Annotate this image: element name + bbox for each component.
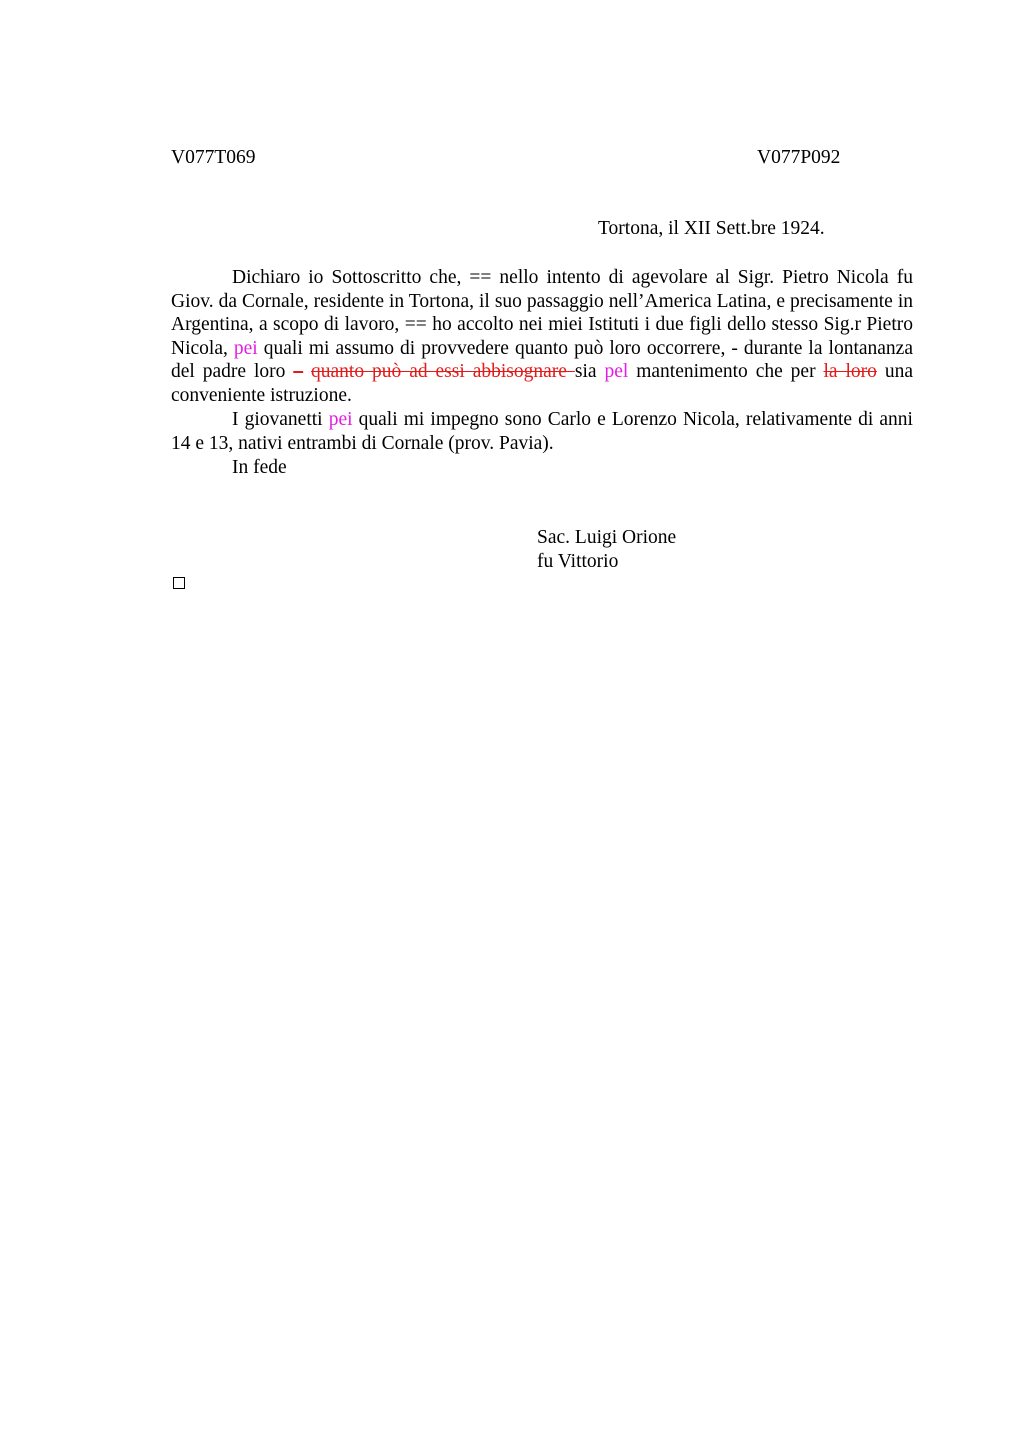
deleted-text: quanto può ad essi abbisognare xyxy=(311,361,575,383)
document-code-left: V077T069 xyxy=(171,147,256,168)
insertion-text: pel xyxy=(604,361,629,383)
signature-name: Sac. Luigi Orione xyxy=(537,527,677,548)
paragraph-declaration xyxy=(171,266,913,408)
square-outline-icon xyxy=(173,577,185,589)
paragraph-children xyxy=(171,408,913,455)
document-code-right: V077P092 xyxy=(757,147,841,168)
text-segment xyxy=(303,361,311,382)
deleted-dash: – xyxy=(293,361,304,383)
signature-father: fu Vittorio xyxy=(537,551,619,572)
text-segment: Dichiaro io Sottoscritto che, == nello intento di agevolare al Sigr. Pietro Nicola fu Giov. da Cornale, residente in Tortona, il suo passaggio nell’America Latina, e precisamente in Argentina, a scopo di lavoro, == ho accolto nei miei Istituti i due figli dello stesso Sig.r Pietro Nicola, xyxy=(171,267,913,359)
text-segment: una conveniente istruzione. xyxy=(171,361,914,406)
text-segment: sia xyxy=(574,361,605,383)
insertion-text: pei xyxy=(233,337,258,359)
place-date: Tortona, il XII Sett.bre 1924. xyxy=(598,218,825,239)
deleted-text: la loro xyxy=(823,361,877,383)
text-segment: I giovanetti xyxy=(232,409,329,430)
text-segment: quali mi assumo di provvedere quanto può loro occorrere, - durante la lontananza del padre loro xyxy=(171,337,913,383)
text-segment: quali mi impegno sono Carlo e Lorenzo Nicola, relativamente di anni 14 e 13, nativi entrambi di Cornale (prov. Pavia). xyxy=(171,409,913,454)
closing-line: In fede xyxy=(232,457,287,478)
insertion-text: pei xyxy=(328,409,353,430)
text-segment: mantenimento che per xyxy=(628,361,824,383)
